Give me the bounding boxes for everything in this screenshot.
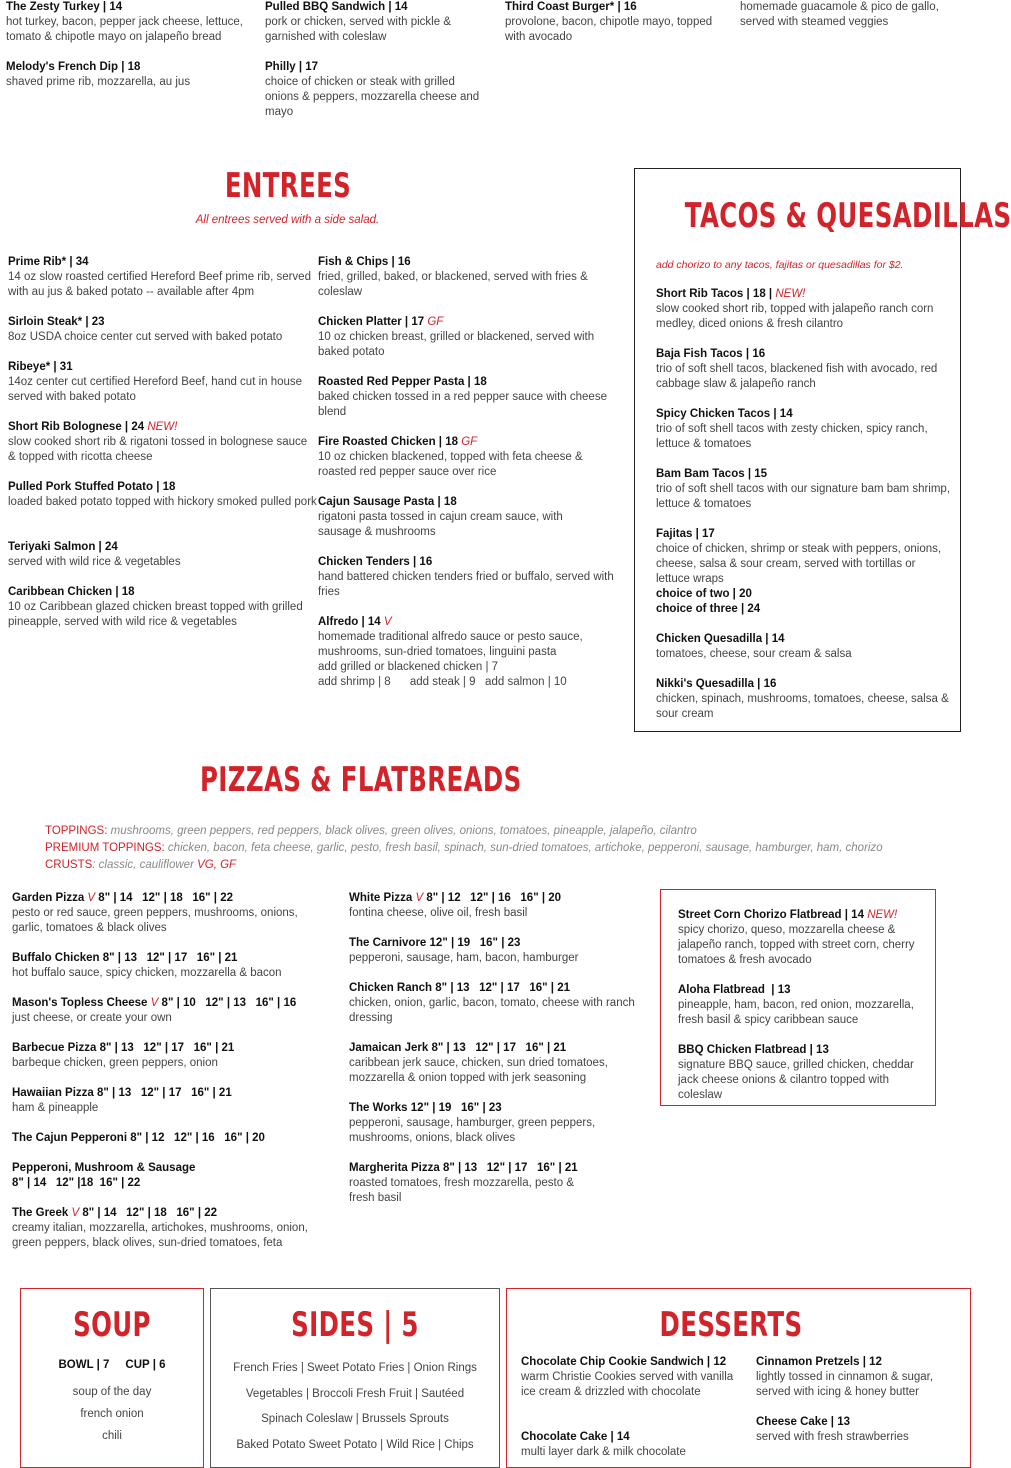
item-desc: 8oz USDA choice center cut served with baked potato <box>8 331 283 343</box>
entree-red-pepper-pasta <box>318 375 623 420</box>
item-sizes: 8" | 14 12" | 18 16" | 22 <box>98 892 234 904</box>
entree-fire-roasted-chicken <box>318 435 608 480</box>
dessert-cheese-cake <box>756 1415 956 1445</box>
item-desc: baked chicken tossed in a red pepper sauce with cheese blend <box>318 391 607 418</box>
sides-line: French Fries | Sweet Potato Fries | Onion Rings <box>233 1362 477 1374</box>
item-desc: slow cooked short rib, topped with jalapeño ranch corn medley, diced onions & fresh cilantro <box>656 303 934 330</box>
item-desc: warm Christie Cookies served with vanilla ice cream & drizzled with chocolate <box>521 1371 734 1398</box>
item-desc: pineapple, ham, bacon, red onion, mozzarella, fresh basil & spicy caribbean sauce <box>678 999 914 1026</box>
alfredo-addon: add shrimp | 8 add steak | 9 add salmon | 10 <box>318 676 567 688</box>
soup-bowl-price: BOWL | 7 <box>58 1359 110 1371</box>
item-name: Bam Bam Tacos | 15 <box>656 468 768 480</box>
item-name: Chocolate Cake | 14 <box>521 1431 630 1443</box>
entree-prime-rib <box>8 255 313 300</box>
entree-sirloin <box>8 315 313 345</box>
item-desc: pork or chicken, served with pickle & garnished with coleslaw <box>265 16 451 43</box>
pizza-buffalo-chicken <box>12 951 322 981</box>
item-desc: ham & pineapple <box>12 1102 99 1114</box>
item-sizes: 8" | 13 12" | 17 16" | 21 <box>102 952 238 964</box>
desserts-title: DESSERTS <box>659 1305 803 1345</box>
soup-option: soup of the day <box>72 1386 152 1398</box>
item-desc: choice of chicken, shrimp or steak with peppers, onions, cheese, salsa & sour cream, served with tortillas or lettuce wraps <box>656 543 942 585</box>
item-name: Alfredo | 14 <box>318 616 381 628</box>
item-name: Chocolate Chip Cookie Sandwich | 12 <box>521 1356 727 1368</box>
flatbread-bbq-chicken <box>678 1043 928 1103</box>
item-name: Chicken Quesadilla | 14 <box>656 633 785 645</box>
item-name: Short Rib Tacos | 18 | <box>656 288 773 300</box>
tacos-note: add chorizo to any tacos, fajitas or quesadillas for $2. <box>656 259 904 271</box>
item-desc: trio of soft shell tacos, blackened fish with avocado, red cabbage slaw & jalapeño ranch <box>656 363 938 390</box>
item-name: Short Rib Bolognese | 24 <box>8 421 145 433</box>
soup-list <box>20 1381 204 1447</box>
item-name: Fish & Chips | 16 <box>318 256 411 268</box>
item-desc-overflow: coleslaw <box>678 1089 723 1101</box>
menu-item-french-dip <box>6 60 261 90</box>
item-name: Chicken Platter | 17 <box>318 316 425 328</box>
entree-alfredo <box>318 615 618 690</box>
item-name: Garden Pizza <box>12 892 85 904</box>
item-desc: slow cooked short rib & rigatoni tossed in bolognese sauce & topped with ricotta cheese <box>8 436 308 463</box>
item-sizes: 8" | 13 12" | 17 16" | 21 <box>442 1162 578 1174</box>
sides-list <box>210 1356 500 1458</box>
soup-title: SOUP <box>73 1305 151 1345</box>
item-name: The Cajun Pepperoni <box>12 1132 128 1144</box>
entree-ribeye <box>8 360 303 405</box>
item-name: Margherita Pizza <box>349 1162 440 1174</box>
item-desc: trio of soft shell tacos with zesty chicken, spicy ranch, lettuce & tomatoes <box>656 423 928 450</box>
vegetarian-badge: V <box>87 892 96 904</box>
item-desc: fried, grilled, baked, or blackened, served with fries & coleslaw <box>318 271 588 298</box>
item-desc: 14 oz slow roasted certified Hereford Beef prime rib, served with au jus & baked potato -- available after 4pm <box>8 271 311 298</box>
item-name: Caribbean Chicken | 18 <box>8 586 135 598</box>
entree-short-rib-bolognese <box>8 420 308 465</box>
item-desc: signature BBQ sauce, grilled chicken, cheddar jack cheese onions & cilantro topped with <box>678 1059 914 1086</box>
quesadilla-chicken <box>656 632 951 662</box>
pizzas-title: PIZZAS & FLATBREADS <box>200 760 522 800</box>
item-name: BBQ Chicken Flatbread | 13 <box>678 1044 829 1056</box>
item-sizes: 12" | 19 16" | 23 <box>429 937 521 949</box>
item-name: The Zesty Turkey | 14 <box>6 1 123 13</box>
sides-line: Vegetables | Broccoli Fresh Fruit | Sautéed <box>245 1387 465 1400</box>
entree-caribbean-chicken <box>8 585 320 630</box>
new-badge: NEW! <box>867 909 898 921</box>
menu-item-guacamole <box>740 0 962 30</box>
item-sizes: 8" | 12 12" | 16 16" | 20 <box>130 1132 265 1144</box>
item-desc: tomatoes, cheese, sour cream & salsa <box>656 648 852 660</box>
item-sizes: 8" | 14 12" | 18 16" | 22 <box>82 1207 218 1219</box>
sides-line: Baked Potato Sweet Potato | Wild Rice | Chips <box>236 1438 474 1451</box>
item-name: The Works <box>349 1102 408 1114</box>
vegetarian-badge: V <box>415 892 424 904</box>
taco-short-rib <box>656 287 951 332</box>
item-name: Teriyaki Salmon | 24 <box>8 541 118 553</box>
item-desc: served with fresh strawberries <box>756 1431 909 1443</box>
item-name: Chicken Ranch <box>349 982 433 994</box>
flatbread-aloha <box>678 983 928 1028</box>
item-name: Cajun Sausage Pasta | 18 <box>318 496 457 508</box>
toppings-list: mushrooms, green peppers, red peppers, black olives, green olives, onions, tomatoes, pineapple, jalapeño, cilantro <box>110 825 697 837</box>
item-desc: pepperoni, sausage, hamburger, green peppers, mushrooms, onions, black olives <box>349 1117 596 1144</box>
item-sizes: 8" | 13 12" | 17 16" | 21 <box>97 1087 232 1099</box>
taco-spicy-chicken <box>656 407 951 452</box>
pizza-white <box>349 891 649 921</box>
item-desc: just cheese, or create your own <box>12 1012 172 1024</box>
item-name: Roasted Red Pepper Pasta | 18 <box>318 376 487 388</box>
item-desc: hot buffalo sauce, spicy chicken, mozzarella & bacon <box>12 967 282 979</box>
item-name: Pulled Pork Stuffed Potato | 18 <box>8 481 176 493</box>
pizza-margherita <box>349 1161 594 1206</box>
soup-option: french onion <box>80 1408 144 1420</box>
item-desc: served with wild rice & vegetables <box>8 556 181 568</box>
item-desc: lightly tossed in cinnamon & sugar, served with icing & honey butter <box>756 1371 934 1398</box>
item-desc: hot turkey, bacon, pepper jack cheese, lettuce, tomato & chipotle mayo on jalapeño bread <box>6 16 243 43</box>
entree-pulled-pork-potato <box>8 480 318 510</box>
item-name: Aloha Flatbread | 13 <box>678 984 791 996</box>
item-name: Third Coast Burger* | 16 <box>505 1 637 13</box>
item-desc: pesto or red sauce, green peppers, mushrooms, onions, garlic, tomatoes & black olives <box>12 907 298 934</box>
crust-diet-badge: VG, GF <box>197 859 237 871</box>
item-desc: provolone, bacon, chipotle mayo, topped with avocado <box>505 16 713 43</box>
item-name: Cheese Cake | 13 <box>756 1416 850 1428</box>
sides-line: Spinach Coleslaw | Brussels Sprouts <box>261 1413 449 1425</box>
taco-baja-fish <box>656 347 951 392</box>
item-desc: roasted tomatoes, fresh mozzarella, pesto & fresh basil <box>349 1177 574 1204</box>
item-desc: 14oz center cut certified Hereford Beef, hand cut in house served with baked potato <box>8 376 303 403</box>
entree-chicken-tenders <box>318 555 618 600</box>
item-desc: 10 oz chicken breast, grilled or blackened, served with baked potato <box>318 331 595 358</box>
fajita-option: choice of three | 24 <box>656 603 761 615</box>
new-badge: NEW! <box>147 421 178 433</box>
item-name: Spicy Chicken Tacos | 14 <box>656 408 793 420</box>
pizza-barbecue <box>12 1041 322 1071</box>
soup-cup-price: CUP | 6 <box>125 1359 166 1371</box>
item-name: Cinnamon Pretzels | 12 <box>756 1356 882 1368</box>
item-desc: spicy chorizo, queso, mozzarella cheese & jalapeño ranch, topped with street corn, cherry tomatoes & fresh avocado <box>678 924 915 966</box>
pizza-jamaican-jerk <box>349 1041 629 1086</box>
taco-fajitas <box>656 527 951 617</box>
gf-badge: GF <box>427 316 444 328</box>
alfredo-addon: add grilled or blackened chicken | 7 <box>318 661 499 673</box>
item-name: The Greek <box>12 1207 69 1219</box>
menu-item-zesty-turkey <box>6 0 261 45</box>
item-name: Pulled BBQ Sandwich | 14 <box>265 1 408 13</box>
item-name: Baja Fish Tacos | 16 <box>656 348 766 360</box>
vegetarian-badge: V <box>383 616 392 628</box>
item-desc: fontina cheese, olive oil, fresh basil <box>349 907 528 919</box>
soup-prices <box>20 1359 204 1371</box>
pizza-cajun-pepperoni <box>12 1131 322 1146</box>
menu-item-philly <box>265 60 490 120</box>
item-desc: trio of soft shell tacos with our signature bam bam shrimp, lettuce & tomatoes <box>656 483 951 510</box>
soup-option: chili <box>102 1430 122 1442</box>
item-name: Fire Roasted Chicken | 18 <box>318 436 458 448</box>
item-desc: 10 oz Caribbean glazed chicken breast topped with grilled pineapple, served with wild rice & vegetables <box>8 601 303 628</box>
item-name: Nikki's Quesadilla | 16 <box>656 678 777 690</box>
entree-fish-chips <box>318 255 618 300</box>
pizza-garden <box>12 891 322 936</box>
entrees-title: ENTREES <box>224 166 352 206</box>
pizza-chicken-ranch <box>349 981 654 1026</box>
quesadilla-nikkis <box>656 677 954 722</box>
item-desc: homemade guacamole & pico de gallo, served with steamed veggies <box>740 1 939 28</box>
item-desc: choice of chicken or steak with grilled onions & peppers, mozzarella cheese and mayo <box>265 76 480 118</box>
item-name: Hawaiian Pizza <box>12 1087 94 1099</box>
item-sizes: 8" | 13 12" | 17 16" | 21 <box>431 1042 567 1054</box>
item-name: Philly | 17 <box>265 61 319 73</box>
item-sizes: 8" | 13 12" | 17 16" | 21 <box>435 982 570 994</box>
pizza-the-works <box>349 1101 619 1146</box>
flatbread-street-corn <box>678 908 923 968</box>
gf-badge: GF <box>461 436 478 448</box>
item-desc: chicken, spinach, mushrooms, tomatoes, cheese, salsa & sour cream <box>656 693 949 720</box>
dessert-cookie-sandwich <box>521 1355 736 1400</box>
entree-teriyaki-salmon <box>8 540 313 570</box>
item-desc: shaved prime rib, mozzarella, au jus <box>6 76 191 88</box>
pizza-hawaiian <box>12 1086 322 1116</box>
new-badge: NEW! <box>775 288 806 300</box>
item-sizes: 8" | 10 12" | 13 16" | 16 <box>161 997 297 1009</box>
sides-title: SIDES | 5 <box>291 1305 419 1345</box>
item-name: Fajitas | 17 <box>656 528 715 540</box>
dessert-chocolate-cake <box>521 1430 736 1460</box>
item-sizes: 8" | 13 12" | 17 16" | 21 <box>99 1042 235 1054</box>
item-desc: barbeque chicken, green peppers, onion <box>12 1057 218 1069</box>
item-sizes: 8" | 14 12" |18 16" | 22 <box>12 1177 141 1189</box>
vegetarian-badge: V <box>71 1207 80 1219</box>
item-name: Sirloin Steak* | 23 <box>8 316 105 328</box>
fajita-option: choice of two | 20 <box>656 588 752 600</box>
crusts-label: CRUSTS <box>45 859 93 871</box>
item-name: Street Corn Chorizo Flatbread | 14 <box>678 909 864 921</box>
item-name: Ribeye* | 31 <box>8 361 73 373</box>
item-sizes: 8" | 12 12" | 16 16" | 20 <box>426 892 562 904</box>
menu-item-third-coast-burger <box>505 0 733 45</box>
pizza-greek <box>12 1206 327 1251</box>
item-name: Prime Rib* | 34 <box>8 256 89 268</box>
premium-toppings-list: chicken, bacon, feta cheese, garlic, pesto, fresh basil, spinach, sun-dried tomatoes, artichoke, pepperoni, sausage, hamburger, ham, chorizo <box>167 842 883 854</box>
item-desc: multi layer dark & milk chocolate <box>521 1446 686 1458</box>
item-name: Jamaican Jerk <box>349 1042 429 1054</box>
premium-toppings-label: PREMIUM TOPPINGS: <box>45 842 165 854</box>
item-name: Barbecue Pizza <box>12 1042 97 1054</box>
pizza-carnivore <box>349 936 649 966</box>
item-name: Buffalo Chicken <box>12 952 100 964</box>
dessert-cinnamon-pretzels <box>756 1355 956 1400</box>
pizza-toppings-block <box>45 823 960 874</box>
item-name: Chicken Tenders | 16 <box>318 556 433 568</box>
pizza-pepperoni-mushroom-sausage <box>12 1161 322 1191</box>
toppings-label: TOPPINGS: <box>45 825 108 837</box>
crusts-list: : classic, cauliflower <box>92 859 194 871</box>
entree-cajun-sausage-pasta <box>318 495 588 540</box>
item-desc: 10 oz chicken blackened, topped with feta cheese & roasted red pepper sauce over rice <box>318 451 583 478</box>
taco-bam-bam <box>656 467 951 512</box>
item-desc: rigatoni pasta tossed in cajun cream sauce, with sausage & mushrooms <box>318 511 563 538</box>
tacos-title: TACOS & QUESADILLAS <box>684 196 1011 236</box>
item-name: Melody's French Dip | 18 <box>6 61 141 73</box>
entrees-note: All entrees served with a side salad. <box>195 214 380 226</box>
item-name: White Pizza <box>349 892 413 904</box>
pizza-masons-topless <box>12 996 332 1026</box>
item-desc: caribbean jerk sauce, chicken, sun dried tomatoes, mozzarella & onion topped with jerk seasoning <box>349 1057 608 1084</box>
item-desc: loaded baked potato topped with hickory smoked pulled pork <box>8 496 317 508</box>
item-desc: homemade traditional alfredo sauce or pesto sauce, mushrooms, sun-dried tomatoes, linguini pasta <box>318 631 583 658</box>
menu-item-bbq-sandwich <box>265 0 490 45</box>
item-desc: hand battered chicken tenders fried or buffalo, served with fries <box>318 571 614 598</box>
item-sizes: 12" | 19 16" | 23 <box>410 1102 502 1114</box>
item-name: The Carnivore <box>349 937 427 949</box>
item-name: Mason's Topless Cheese <box>12 997 148 1009</box>
item-desc: pepperoni, sausage, ham, bacon, hamburger <box>349 952 579 964</box>
vegetarian-badge: V <box>150 997 159 1009</box>
item-desc: creamy italian, mozzarella, artichokes, mushrooms, onion, green peppers, black olives, sun-dried tomatoes, feta <box>12 1222 308 1249</box>
entree-chicken-platter <box>318 315 618 360</box>
item-name: Pepperoni, Mushroom & Sausage <box>12 1162 196 1174</box>
item-desc: chicken, onion, garlic, bacon, tomato, cheese with ranch dressing <box>349 997 635 1024</box>
